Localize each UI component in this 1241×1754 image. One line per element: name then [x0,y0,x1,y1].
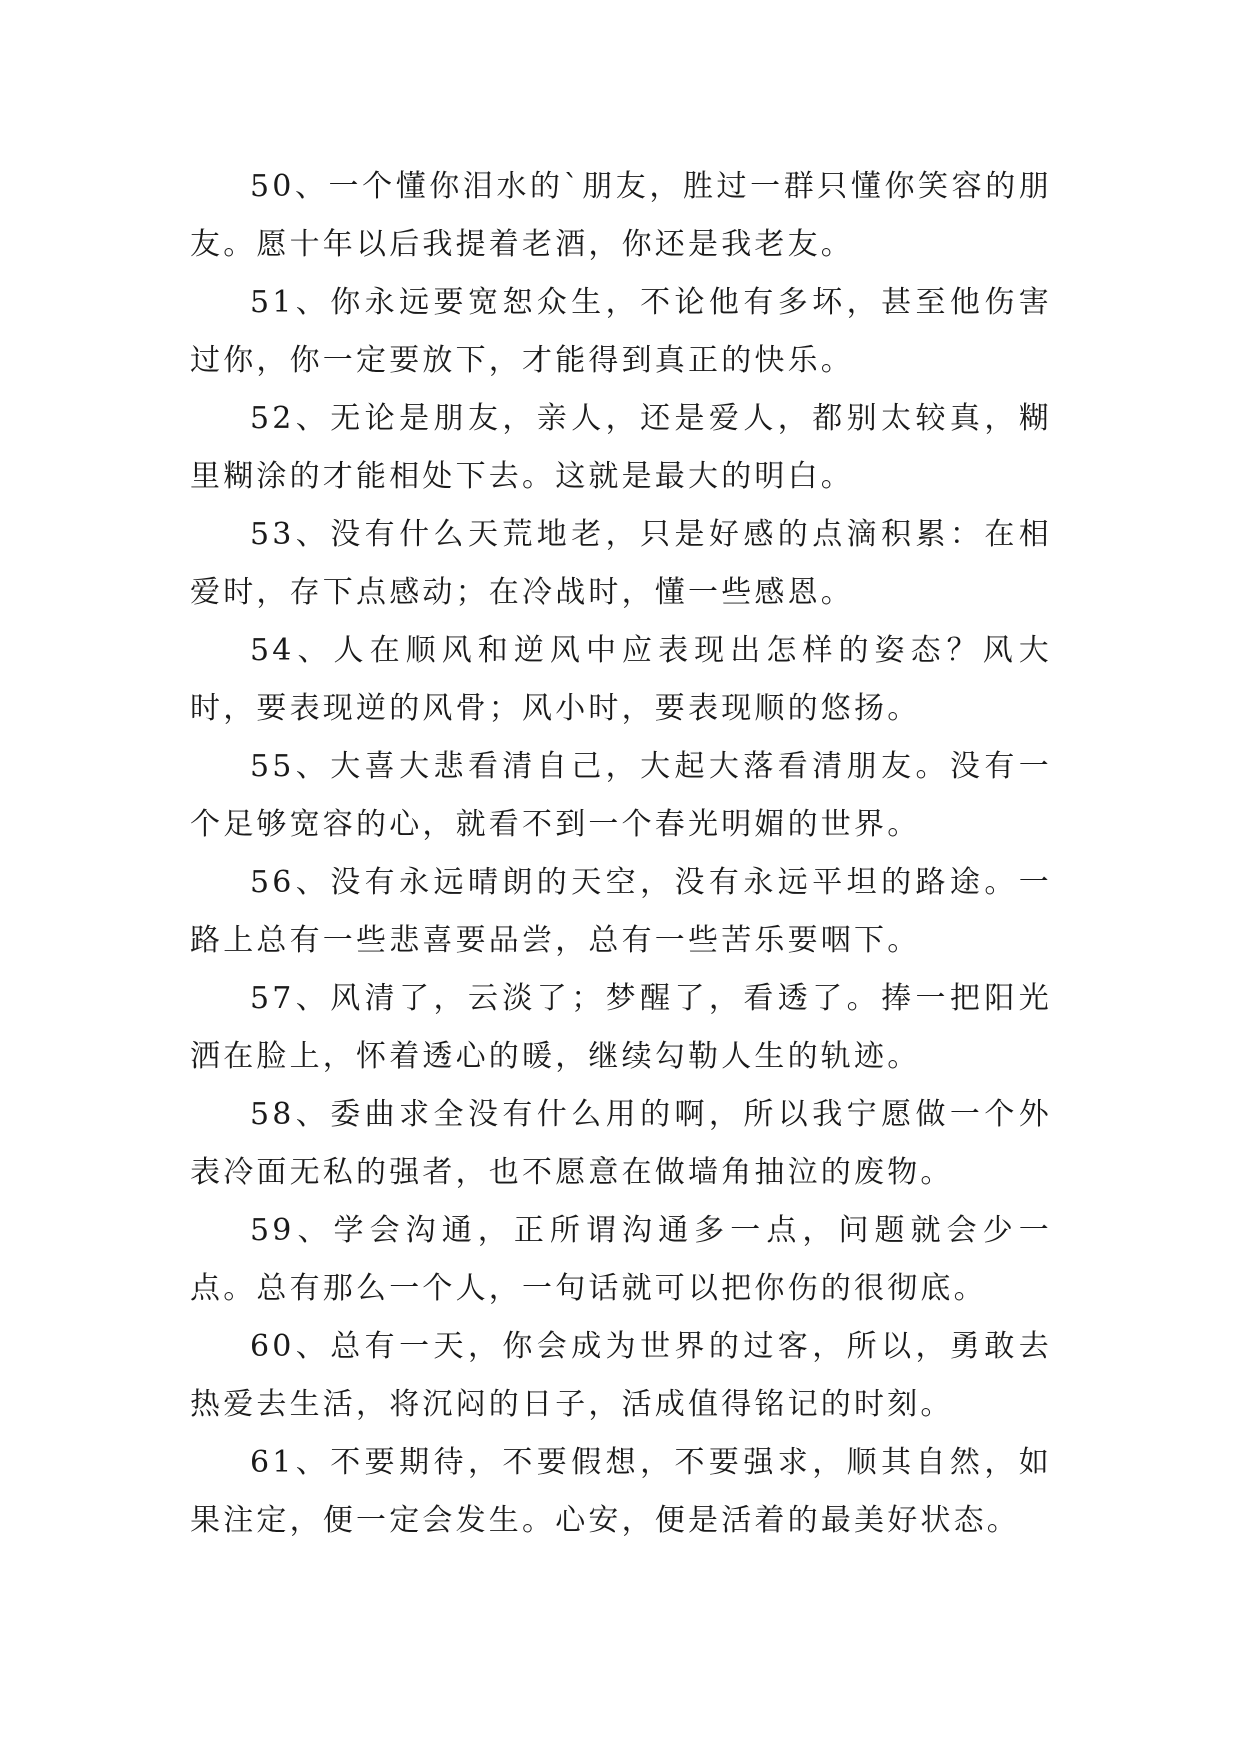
quote-paragraph-51: 51、你永远要宽恕众生，不论他有多坏，甚至他伤害过你，你一定要放下，才能得到真正的快乐。 [190,285,1052,378]
quote-paragraph-52: 52、无论是朋友，亲人，还是爱人，都别太较真，糊里糊涂的才能相处下去。这就是最大的明白。 [190,401,1052,494]
quote-paragraph-59: 59、学会沟通，正所谓沟通多一点，问题就会少一点。总有那么一个人，一句话就可以把你伤的很彻底。 [190,1213,1052,1306]
quote-paragraph-57: 57、风清了，云淡了；梦醒了，看透了。捧一把阳光洒在脸上，怀着透心的暖，继续勾勒人生的轨迹。 [190,981,1052,1074]
quote-paragraph-50: 50、一个懂你泪水的`朋友，胜过一群只懂你笑容的朋友。愿十年以后我提着老酒，你还是我老友。 [190,169,1052,262]
quote-paragraph-55: 55、大喜大悲看清自己，大起大落看清朋友。没有一个足够宽容的心，就看不到一个春光明媚的世界。 [190,749,1052,842]
quote-paragraph-56: 56、没有永远晴朗的天空，没有永远平坦的路途。一路上总有一些悲喜要品尝，总有一些苦乐要咽下。 [190,865,1052,958]
quote-paragraph-60: 60、总有一天，你会成为世界的过客，所以，勇敢去热爱去生活，将沉闷的日子，活成值得铭记的时刻。 [190,1329,1052,1422]
document-body [190,158,1052,1550]
quote-paragraph-54: 54、人在顺风和逆风中应表现出怎样的姿态？风大时，要表现逆的风骨；风小时，要表现顺的悠扬。 [190,633,1052,726]
quote-paragraph-58: 58、委曲求全没有什么用的啊，所以我宁愿做一个外表冷面无私的强者，也不愿意在做墙角抽泣的废物。 [190,1097,1052,1190]
quote-paragraph-61: 61、不要期待，不要假想，不要强求，顺其自然，如果注定，便一定会发生。心安，便是活着的最美好状态。 [190,1445,1052,1538]
quote-paragraph-53: 53、没有什么天荒地老，只是好感的点滴积累：在相爱时，存下点感动；在冷战时，懂一些感恩。 [190,517,1052,610]
